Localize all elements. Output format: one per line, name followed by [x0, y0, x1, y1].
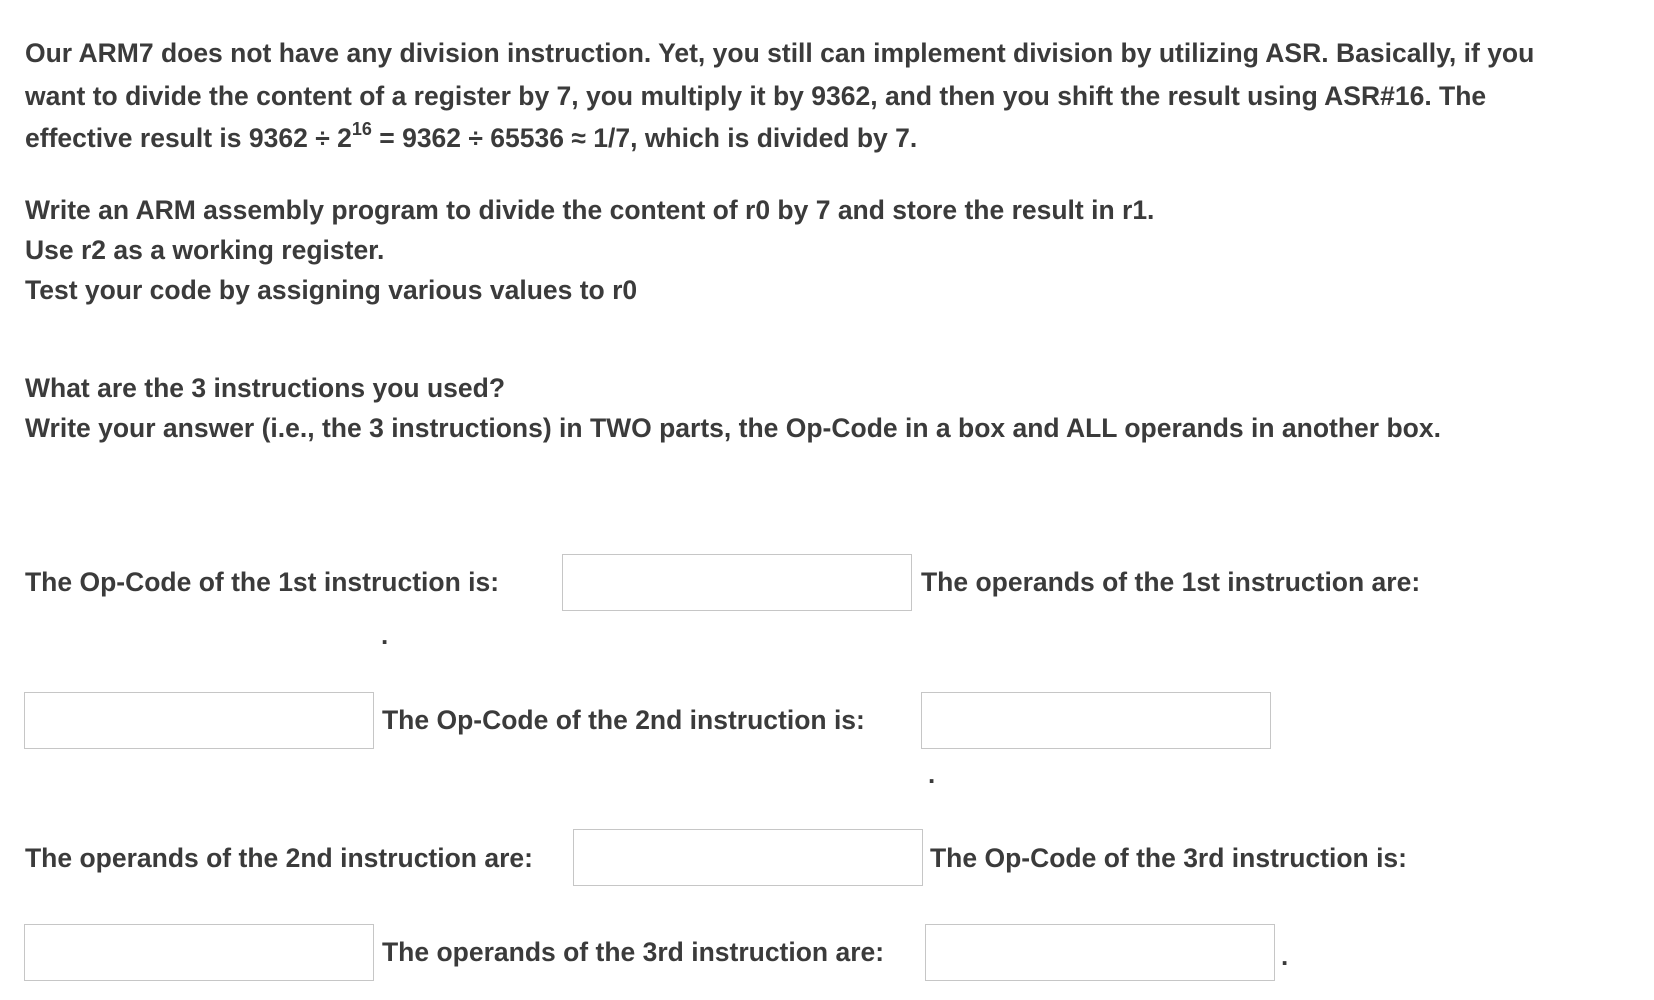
question-line-1: What are the 3 instructions you used?	[25, 373, 506, 403]
opcode-2-label: The Op-Code of the 2nd instruction is:	[382, 705, 865, 735]
period-2: .	[928, 759, 936, 789]
intro-paragraph	[25, 32, 1635, 160]
intro-line-1: Our ARM7 does not have any division instruction. Yet, you still can implement division by utilizing ASR. Basically, if you	[25, 38, 1535, 68]
period-1: .	[381, 620, 389, 650]
opcode-2-input[interactable]	[921, 692, 1271, 749]
operands-2-label: The operands of the 2nd instruction are:	[25, 843, 533, 873]
task-paragraph	[25, 190, 1635, 310]
task-line-2: Use r2 as a working register.	[25, 235, 385, 265]
intro-line-3-suffix: = 9362 ÷ 65536 ≈ 1/7, which is divided by 7.	[371, 123, 918, 153]
operands-3-label: The operands of the 3rd instruction are:	[382, 937, 885, 967]
opcode-1-label: The Op-Code of the 1st instruction is:	[25, 567, 500, 597]
intro-line-3	[25, 117, 1635, 160]
question-line-2: Write your answer (i.e., the 3 instructions) in TWO parts, the Op-Code in a box and ALL operands in another box.	[25, 413, 1441, 443]
question-paragraph	[25, 368, 1635, 448]
intro-line-2: want to divide the content of a register by 7, you multiply it by 9362, and then you shift the result using ASR#16. The	[25, 80, 1487, 111]
intro-line-3-prefix: effective result is 9362 ÷ 2	[25, 123, 352, 153]
opcode-1-input[interactable]	[562, 554, 912, 611]
task-line-3: Test your code by assigning various values to r0	[25, 275, 638, 305]
task-line-1: Write an ARM assembly program to divide the content of r0 by 7 and store the result in r1.	[25, 195, 1155, 225]
period-3: .	[1281, 941, 1289, 971]
opcode-3-label: The Op-Code of the 3rd instruction is:	[930, 843, 1407, 873]
exponent: 16	[351, 119, 372, 140]
opcode-3-input[interactable]	[24, 924, 374, 981]
operands-3-input[interactable]	[925, 924, 1275, 981]
operands-2-input[interactable]	[573, 829, 923, 886]
operands-1-label: The operands of the 1st instruction are:	[921, 567, 1421, 597]
operands-1-input[interactable]	[24, 692, 374, 749]
